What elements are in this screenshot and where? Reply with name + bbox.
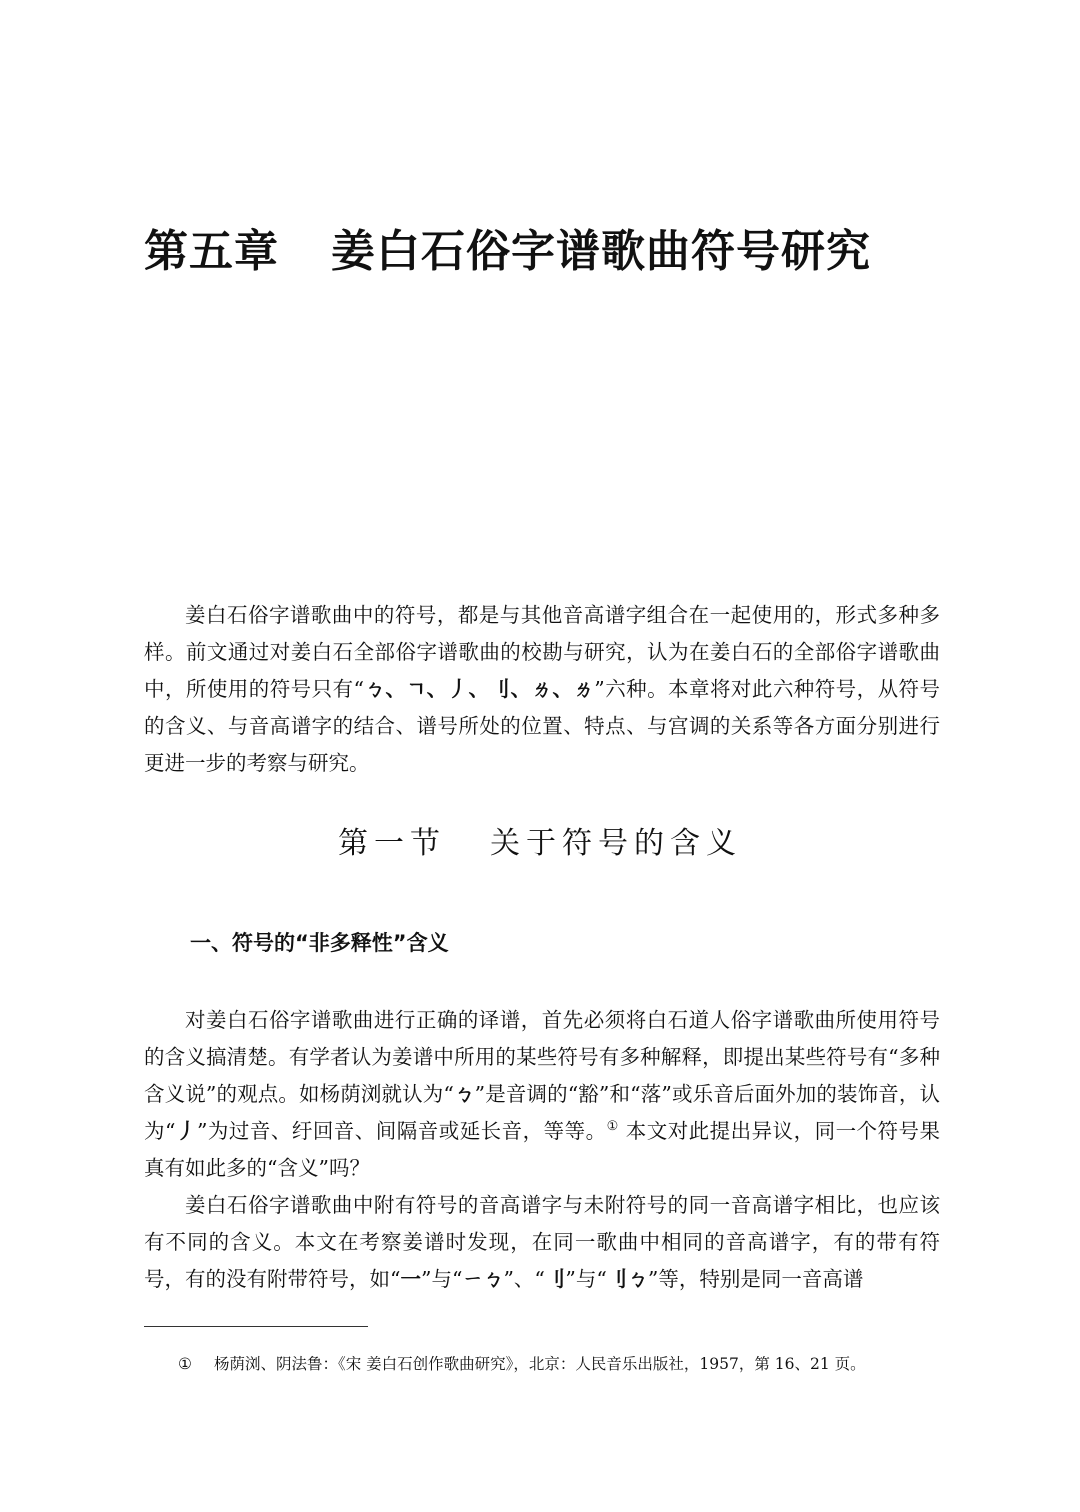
paragraph-2 xyxy=(144,1187,940,1298)
intro-text-before: 姜白石俗字谱歌曲中的符号，都是与其他音高谱字组合在一起使用的，形式多种多样。前文通过对姜白石全部俗字谱歌曲的校勘与研究，认为在姜白石的全部俗字谱歌曲中，所使用的符号只有“ xyxy=(144,603,940,701)
section-title-text: 关于符号的含义 xyxy=(490,826,742,861)
chapter-title xyxy=(144,222,871,282)
chapter-number: 第五章 xyxy=(144,226,279,277)
para2-part3: ”、“ xyxy=(503,1267,545,1291)
para2-part5: ”等，特别是同一音高谱 xyxy=(647,1267,864,1291)
para1-part1: 对姜白石俗字谱歌曲进行正确的译谱，首先必须将白石道人俗字谱歌曲所使用符号的含义搞清楚。有学者认为姜谱中所用的某些符号有多种解释，即提出某些符号有“多种含义说”的观点。如杨荫浏就认为“ xyxy=(144,1008,940,1106)
footnote-text: 杨荫浏、阴法鲁：《宋 姜白石创作歌曲研究》，北京：人民音乐出版社，1957，第 16、21 页。 xyxy=(214,1355,866,1373)
notation-symbol-2: 丿 xyxy=(175,1119,197,1143)
notation-symbol-d: 刂ㄅ xyxy=(606,1267,648,1291)
notation-symbols: ㄅ、ㄱ、丿、刂、ㄌ、ㄌ xyxy=(364,677,595,701)
footnote-divider xyxy=(144,1326,368,1327)
para2-part1: 姜白石俗字谱歌曲中附有符号的音高谱字与未附符号的同一音高谱字相比，也应该有不同的含义。本文在考察姜谱时发现，在同一歌曲中相同的音高谱字，有的带有符号，有的没有附带符号，如“ xyxy=(144,1193,940,1291)
body-paragraphs xyxy=(144,1002,940,1298)
footnote xyxy=(178,1352,866,1376)
subsection-heading: 一、符号的“非多释性”含义 xyxy=(190,931,449,955)
section-title xyxy=(0,822,1080,866)
notation-symbol-a: 一 xyxy=(400,1267,421,1291)
intro-paragraph xyxy=(144,597,940,782)
notation-symbol-1: ㄅ xyxy=(453,1082,475,1106)
footnote-reference[interactable]: ① xyxy=(606,1119,619,1135)
notation-symbol-c: 刂 xyxy=(544,1267,566,1291)
footnote-mark: ① xyxy=(178,1355,192,1373)
chapter-title-text: 姜白石俗字谱歌曲符号研究 xyxy=(331,226,871,277)
notation-symbol-b: ㄧㄅ xyxy=(462,1267,504,1291)
para1-part2: ”是音调的“豁”和“落”或乐音后面外加的装饰音，认为“ xyxy=(144,1082,940,1143)
para2-part4: ”与“ xyxy=(565,1267,607,1291)
section-number: 第一节 xyxy=(338,826,446,861)
intro-text xyxy=(144,597,940,782)
para1-part4: 本文对此提出异议，同一个符号果真有如此多的“含义”吗？ xyxy=(144,1119,941,1180)
paragraph-1 xyxy=(144,1002,940,1187)
para1-part3: ”为过音、纡回音、间隔音或延长音，等等。 xyxy=(196,1119,607,1143)
intro-text-after: ”六种。本章将对此六种符号，从符号的含义、与音高谱字的结合、谱号所处的位置、特点、与宫调的关系等各方面分别进行更进一步的考察与研究。 xyxy=(144,677,940,775)
para2-part2: ”与“ xyxy=(420,1267,463,1291)
